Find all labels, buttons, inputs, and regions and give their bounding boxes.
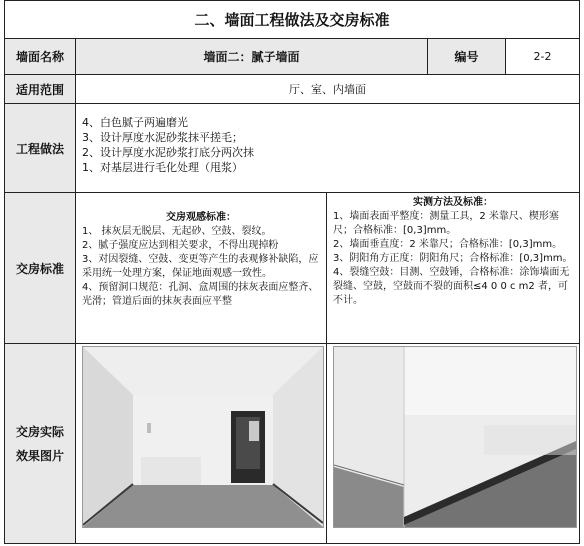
photo-label-line: 交房实际: [15, 424, 64, 439]
code-value: 2-2: [505, 38, 580, 75]
visual-standard-line: 3、对因裂缝、空鼓、变更等产生的表观修补缺陷，应采用统一处理方案，保证地面观感一致性。: [82, 254, 319, 279]
photo-label-line: 效果图片: [15, 448, 64, 463]
standard-row: [0, 192, 584, 344]
header-row: [0, 38, 584, 75]
method-line: 3、设计厚度水泥砂浆抹平搓毛；: [82, 131, 243, 144]
standard-label: 交房标准: [4, 192, 76, 344]
method-row: [0, 103, 584, 193]
measure-standard-title: 实测方法及标准：: [413, 197, 493, 208]
visual-standard-line: 2、腻子强度应达到相关要求，不得出现掉粉: [82, 240, 279, 251]
title-row: [0, 0, 584, 39]
visual-standard-line: 4、预留洞口规范：孔洞、盒周围的抹灰表面应整齐、光滑；管道后面的抹灰表面应平整: [82, 282, 319, 307]
wall-corner-photo: [333, 346, 577, 528]
visual-standard-line: 1、 抹灰层无脱层、无起砂、空鼓、裂纹。: [82, 226, 272, 237]
scope-value: 厅、室、内墙面: [75, 74, 580, 104]
visual-standard: [75, 192, 327, 344]
measure-standard: [326, 192, 580, 344]
method-line: 1、对基层进行毛化处理（甩浆）: [82, 161, 243, 174]
wall-name-label: 墙面名称: [4, 38, 76, 75]
measure-standard-line: 3、阴阳角方正度：阴阳角尺；合格标准：[0,3]mm。: [333, 253, 573, 264]
measure-standard-line: 4、裂缝空鼓：目测、空鼓锤，合格标准：涂饰墙面无裂缝、空鼓，空鼓而不裂的面积≤4 0 0 c m2 者，可不计。: [333, 267, 570, 306]
sheet-title: 二、墙面工程做法及交房标准: [4, 0, 580, 39]
room-interior-photo: [82, 346, 324, 528]
method-list: [75, 103, 580, 193]
measure-standard-line: 2、墙面垂直度：2 米靠尺；合格标准：[0,3]mm。: [333, 239, 563, 250]
scope-label: 适用范围: [4, 74, 76, 104]
photo-label: [4, 343, 76, 544]
code-label: 编号: [427, 38, 506, 75]
measure-standard-line: 1、墙面表面平整度：测量工具，2 米靠尺、楔形塞尺；合格标准：[0,3]mm。: [333, 211, 559, 236]
method-line: 2、设计厚度水泥砂浆打底分两次抹: [82, 146, 254, 159]
photo-row: [0, 343, 584, 544]
method-label: 工程做法: [4, 103, 76, 193]
visual-standard-title: 交房观感标准：: [166, 212, 236, 223]
wall-name-value: 墙面二：腻子墙面: [75, 38, 428, 75]
scope-row: [0, 74, 584, 104]
method-line: 4、白色腻子两遍磨光: [82, 116, 188, 129]
